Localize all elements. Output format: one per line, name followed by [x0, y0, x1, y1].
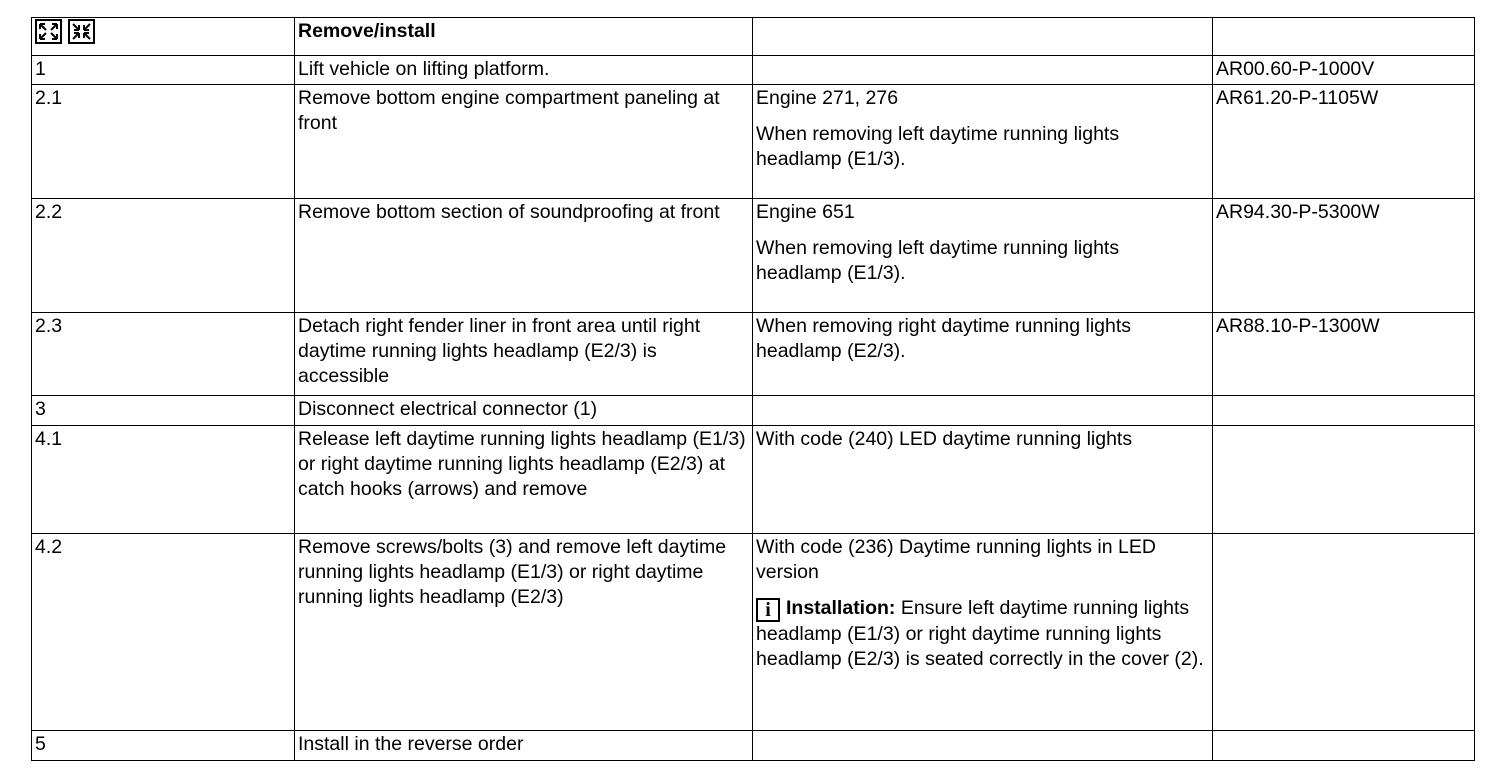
step-number: 3	[32, 396, 295, 426]
step-reference-link[interactable]: AR00.60-P-1000V	[1213, 56, 1475, 85]
step-action: Install in the reverse order	[295, 731, 753, 761]
expand-all-icon[interactable]	[35, 19, 62, 44]
header-col4	[1213, 18, 1475, 56]
step-reference-link	[1213, 534, 1475, 731]
step-action: Detach right fender liner in front area until right daytime running lights headlamp (E2/3) is accessible	[295, 313, 753, 396]
step-number: 4.1	[32, 426, 295, 534]
step-number: 2.2	[32, 199, 295, 313]
note-condition: Engine 271, 276	[756, 87, 899, 109]
table-row	[32, 426, 1475, 534]
table-row	[32, 56, 1475, 85]
header-icons-cell	[32, 18, 295, 56]
step-action: Remove bottom engine compartment paneling at front	[295, 85, 753, 199]
step-reference-link[interactable]: AR88.10-P-1300W	[1213, 313, 1475, 396]
step-action: Disconnect electrical connector (1)	[295, 396, 753, 426]
step-number: 5	[32, 731, 295, 761]
step-reference-link	[1213, 426, 1475, 534]
info-icon: i	[756, 598, 780, 622]
table-header-row	[32, 18, 1475, 56]
step-note	[753, 731, 1213, 761]
step-note	[753, 85, 1213, 199]
header-col3	[753, 18, 1213, 56]
step-number: 2.3	[32, 313, 295, 396]
table-row	[32, 534, 1475, 731]
table-row	[32, 731, 1475, 761]
note-condition: With code (236) Daytime running lights in LED version	[756, 536, 1156, 583]
table-row	[32, 396, 1475, 426]
note-condition: Engine 651	[756, 201, 855, 223]
step-number: 1	[32, 56, 295, 85]
note-detail: When removing left daytime running lights headlamp (E1/3).	[756, 123, 1120, 170]
step-note	[753, 199, 1213, 313]
step-note	[753, 534, 1213, 731]
step-reference-link	[1213, 396, 1475, 426]
step-number: 4.2	[32, 534, 295, 731]
step-note: When removing right daytime running lights headlamp (E2/3).	[753, 313, 1213, 396]
procedure-table	[31, 17, 1475, 761]
installation-label: Installation:	[786, 597, 896, 619]
step-reference-link[interactable]: AR94.30-P-5300W	[1213, 199, 1475, 313]
header-title: Remove/install	[295, 18, 753, 56]
step-reference-link[interactable]: AR61.20-P-1105W	[1213, 85, 1475, 199]
step-action: Lift vehicle on lifting platform.	[295, 56, 753, 85]
table-row	[32, 199, 1475, 313]
table-row	[32, 85, 1475, 199]
step-action: Release left daytime running lights headlamp (E1/3) or right daytime running lights headlamp (E2/3) at catch hooks (arrows) and remove	[295, 426, 753, 534]
step-action: Remove bottom section of soundproofing at front	[295, 199, 753, 313]
note-detail: When removing left daytime running lights headlamp (E1/3).	[756, 237, 1120, 284]
installation-note	[756, 596, 1207, 672]
collapse-all-icon[interactable]	[68, 19, 95, 44]
step-reference-link	[1213, 731, 1475, 761]
installation-text: Ensure left daytime running lights headlamp (E1/3) or right daytime running lights headlamp (E2/3) is seated correctly in the cover (2).	[756, 597, 1204, 670]
table-row	[32, 313, 1475, 396]
step-note: With code (240) LED daytime running lights	[753, 426, 1213, 534]
step-action: Remove screws/bolts (3) and remove left daytime running lights headlamp (E1/3) or right daytime running lights headlamp (E2/3)	[295, 534, 753, 731]
step-note	[753, 56, 1213, 85]
step-note	[753, 396, 1213, 426]
step-number: 2.1	[32, 85, 295, 199]
